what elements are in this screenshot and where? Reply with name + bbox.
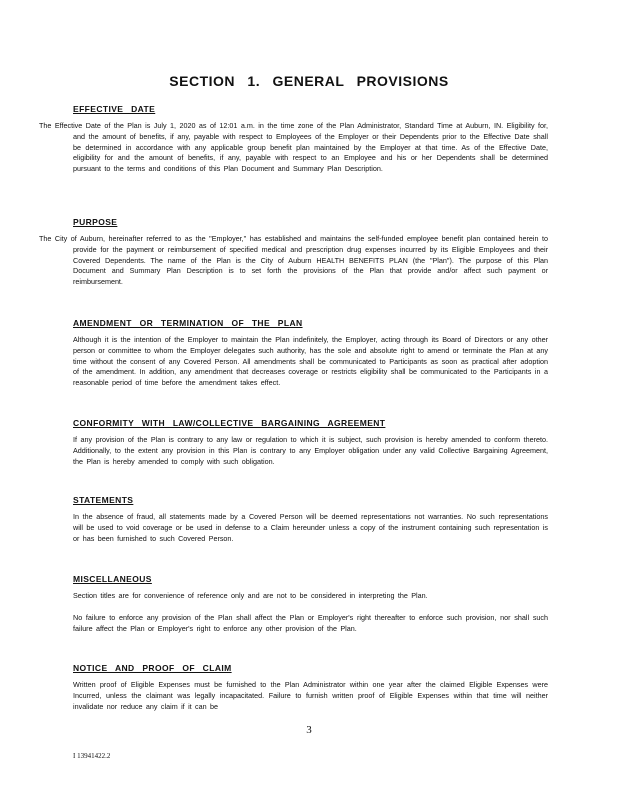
section-miscellaneous: [73, 574, 548, 634]
section-text: In the absence of fraud, all statements made by a Covered Person will be deemed representations not warranties. No such representations will be used to void coverage or be used in defense to a Claim hereunder unless a copy of the instrument containing such representation is or has been furnished to such Covered Person.: [73, 512, 548, 543]
section-text-second-paragraph: No failure to enforce any provision of the Plan shall affect the Plan or Employer's right thereafter to enforce such provision, nor shall such failure affect the Plan or Employer's right to enforce any other provision of the Plan.: [73, 612, 548, 633]
section-heading: CONFORMITY WITH LAW/COLLECTIVE BARGAINING AGREEMENT: [73, 418, 386, 428]
section-conformity: [73, 418, 548, 467]
section-amendment: [73, 318, 548, 389]
section-text: Section titles are for convenience of reference only and are not to be considered in interpreting the Plan.: [73, 591, 428, 600]
section-text: Although it is the intention of the Employer to maintain the Plan indefinitely, the Employer, acting through its Board of Directors or any other person or committee to whom the Employer delegates such authority, has the sole and absolute right to amend or terminate the Plan at any time without the consent of any Covered Person. All amendments shall be communicated to Participants as soon as practical after adoption of the amendment. In addition, any amendment that decreases coverage or restricts eligibility shall be communicated to the Participants in a reasonable period of time before the amendment takes effect.: [73, 335, 548, 388]
section-text: The City of Auburn, hereinafter referred to as the "Employer," has established and maintains the self-funded employee benefit plan contained herein to provide for the payment or reimbursement of specified medical and prescription drug expenses incurred by its Eligible Employees and their Covered Dependents. The name of the Plan is the City of Auburn HEALTH BENEFITS PLAN (the "Plan"). The purpose of this Plan Document and Summary Plan Description is to set forth the provisions of the Plan that provide and/or affect such payment or reimbursement.: [39, 234, 548, 287]
section-heading: EFFECTIVE DATE: [73, 104, 156, 114]
section-heading: STATEMENTS: [73, 495, 134, 505]
page-title: SECTION 1. GENERAL PROVISIONS: [169, 73, 449, 89]
section-text: Written proof of Eligible Expenses must be furnished to the Plan Administrator within one year after the claimed Eligible Expenses were Incurred, unless the claimant was legally incapacitated. Failure to furnish written proof of Eligible Expenses within that time will neither invalidate nor reduce any claim if it can be: [73, 680, 548, 711]
section-heading: PURPOSE: [73, 217, 118, 227]
section-heading: NOTICE AND PROOF OF CLAIM: [73, 663, 232, 673]
section-effective-date: [39, 104, 548, 175]
section-purpose: [39, 217, 548, 288]
section-notice-proof-of-claim: [73, 663, 548, 712]
section-heading: AMENDMENT OR TERMINATION OF THE PLAN: [73, 318, 303, 328]
section-heading: MISCELLANEOUS: [73, 574, 152, 584]
page-number: 3: [306, 724, 312, 736]
section-text: If any provision of the Plan is contrary to any law or regulation to which it is subject, such provision is hereby amended to conform thereto. Additionally, to the extent any provision in this Plan is contrary to any Employer obligation under any valid Collective Bargaining Agreement, the Plan is hereby amended to comply with such obligation.: [73, 435, 548, 466]
document-id: I 13941422.2: [73, 752, 111, 760]
section-statements: [73, 495, 548, 544]
section-text: The Effective Date of the Plan is July 1, 2020 as of 12:01 a.m. in the time zone of the Plan Administrator, Standard Time at Auburn, IN. Eligibility for, and the amount of benefits, if any, payable with respect to Employees of the Employer or their Dependents prior to the Effective Date shall be determined in accordance with any applicable group benefit plan maintained by the Employer at that time. As of the Effective Date, eligibility for and the amount of benefits, if any, payable with respect to an Employee and his or her Dependents shall be determined pursuant to the terms and conditions of this Plan Document and Summary Plan Description.: [39, 121, 548, 174]
